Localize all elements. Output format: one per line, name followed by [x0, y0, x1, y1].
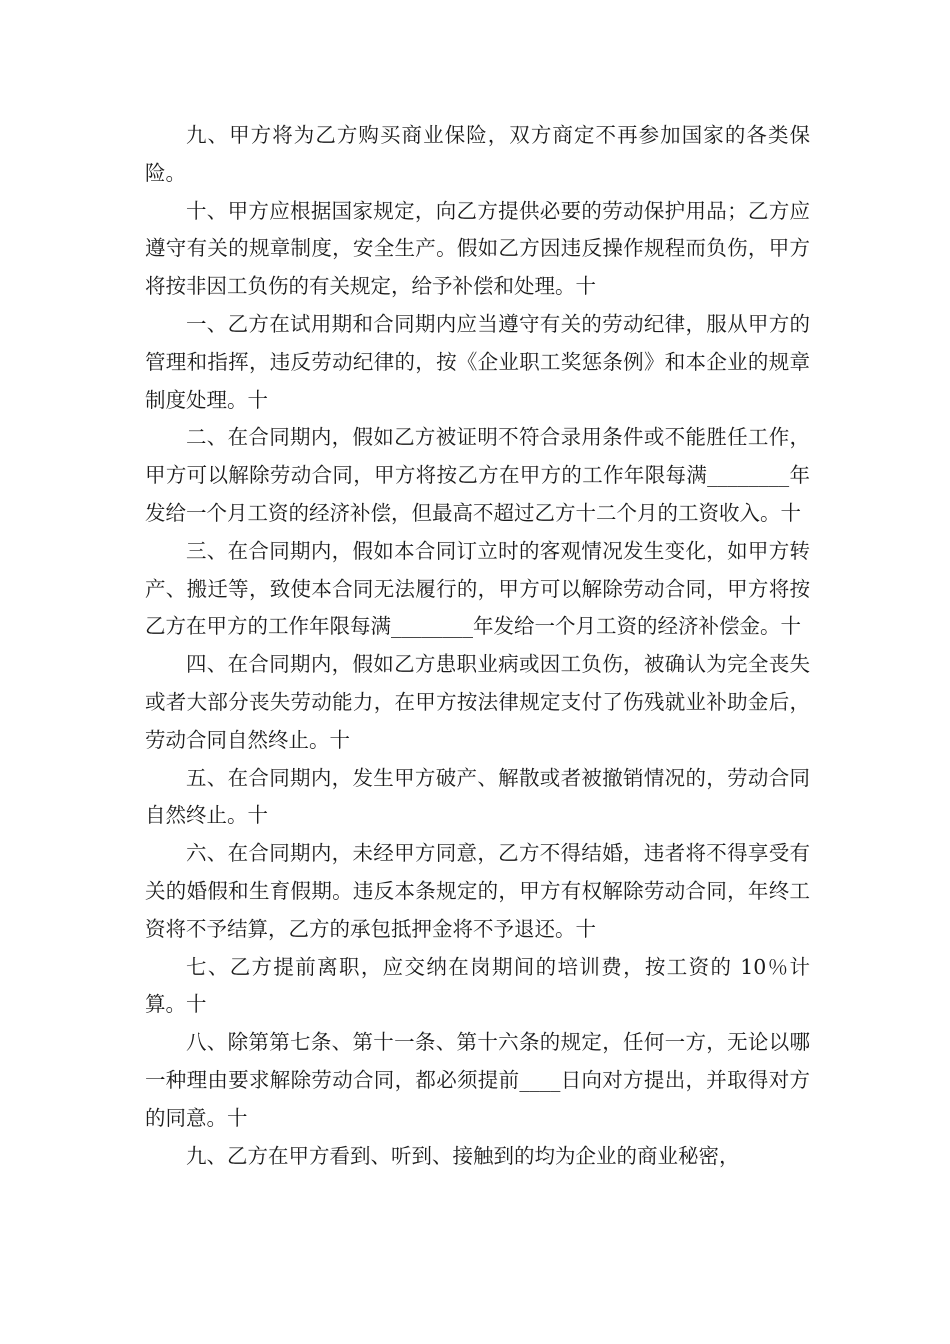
clause-paragraph: 十、甲方应根据国家规定，向乙方提供必要的劳动保护用品；乙方应遵守有关的规章制度，安全生产。假如乙方因违反操作规程而负伤，甲方将按非因工负伤的有关规定，给予补偿和处理。十 — [145, 198, 810, 299]
clause-paragraph: 一、乙方在试用期和合同期内应当遵守有关的劳动纪律，服从甲方的管理和指挥，违反劳动纪律的，按《企业职工奖惩条例》和本企业的规章制度处理。十 — [145, 311, 810, 412]
clause-paragraph: 二、在合同期内，假如乙方被证明不符合录用条件或不能胜任工作，甲方可以解除劳动合同，甲方将按乙方在甲方的工作年限每满________年发给一个月工资的经济补偿，但最高不超过乙方十二个月的工资收入。十 — [145, 425, 810, 525]
clause-paragraph: 八、除第第七条、第十一条、第十六条的规定，任何一方，无论以哪一种理由要求解除劳动合同，都必须提前____日向对方提出，并取得对方的同意。十 — [145, 1030, 810, 1130]
clause-paragraph: 六、在合同期内，未经甲方同意，乙方不得结婚，违者将不得享受有关的婚假和生育假期。违反本条规定的，甲方有权解除劳动合同，年终工资将不予结算，乙方的承包抵押金将不予退还。十 — [145, 841, 810, 941]
clause-paragraph: 三、在合同期内，假如本合同订立时的客观情况发生变化，如甲方转产、搬迁等，致使本合同无法履行的，甲方可以解除劳动合同，甲方将按乙方在甲方的工作年限每满________年发给一个月工资的经济补偿金。十 — [145, 538, 810, 639]
clause-paragraph: 七、乙方提前离职，应交纳在岗期间的培训费，按工资的 10％计算。十 — [145, 954, 810, 1017]
document-body — [145, 117, 810, 1175]
clause-paragraph: 五、在合同期内，发生甲方破产、解散或者被撤销情况的，劳动合同自然终止。十 — [145, 765, 810, 828]
clause-paragraph: 四、在合同期内，假如乙方患职业病或因工负伤，被确认为完全丧失或者大部分丧失劳动能力，在甲方按法律规定支付了伤残就业补助金后，劳动合同自然终止。十 — [145, 652, 810, 752]
clause-paragraph: 九、甲方将为乙方购买商业保险，双方商定不再参加国家的各类保险。 — [145, 123, 810, 185]
clause-paragraph: 九、乙方在甲方看到、听到、接触到的均为企业的商业秘密， — [186, 1143, 740, 1168]
